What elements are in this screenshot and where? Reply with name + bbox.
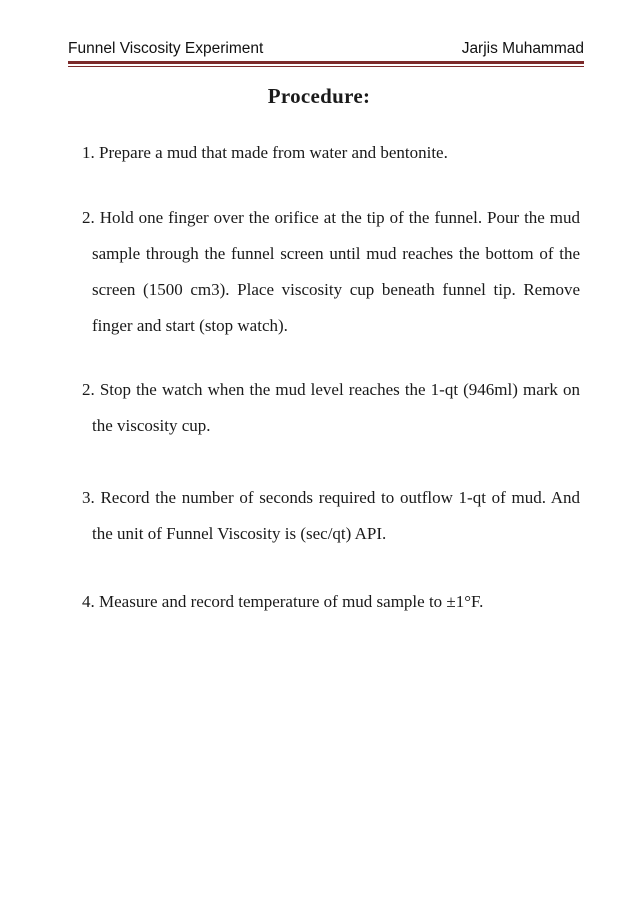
header-rule-thick <box>68 61 584 64</box>
page-header <box>68 36 584 62</box>
procedure-step-text: 1. Prepare a mud that made from water and bentonite. <box>82 143 448 162</box>
header-rule-thin <box>68 66 584 67</box>
header-author-name: Jarjis Muhammad <box>461 40 584 57</box>
procedure-step-text: 2. Stop the watch when the mud level reaches the 1-qt (946ml) mark on the viscosity cup. <box>82 380 580 435</box>
procedure-step <box>82 480 580 552</box>
procedure-step <box>82 584 580 620</box>
procedure-step-text: 2. Hold one finger over the orifice at the tip of the funnel. Pour the mud sample through the funnel screen until mud reaches the bottom of the screen (1500 cm3). Place viscosity cup beneath funnel tip. Remove finger and start (stop watch). <box>82 208 580 335</box>
section-title: Procedure: <box>267 84 371 108</box>
procedure-step <box>82 200 580 344</box>
header-document-title: Funnel Viscosity Experiment <box>68 40 264 57</box>
procedure-step <box>82 372 580 444</box>
procedure-step <box>82 135 580 171</box>
procedure-step-text: 4. Measure and record temperature of mud sample to ±1°F. <box>82 592 484 611</box>
procedure-step-text: 3. Record the number of seconds required to outflow 1-qt of mud. And the unit of Funnel Viscosity is (sec/qt) API. <box>82 488 580 543</box>
